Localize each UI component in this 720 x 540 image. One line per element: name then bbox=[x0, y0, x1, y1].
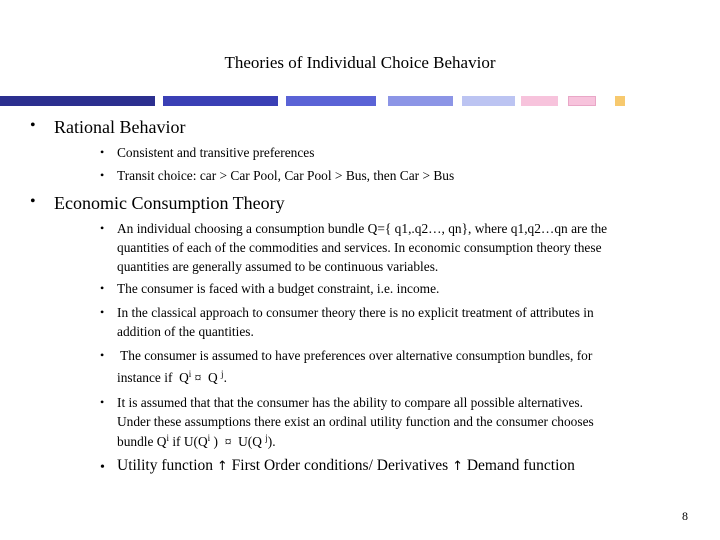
up-arrow-icon: ↑ bbox=[452, 459, 463, 474]
bundle-post: ). bbox=[267, 434, 276, 449]
sub-bullet: • bbox=[100, 281, 105, 295]
sub-bullet: • bbox=[100, 348, 105, 362]
section-bullet: • bbox=[30, 117, 36, 134]
sub-item-text: quantities are generally assumed to be continuous variables. bbox=[117, 259, 439, 274]
sub-bullet: • bbox=[100, 168, 105, 182]
pref-sup-i: i bbox=[188, 369, 192, 379]
sub-item-text: quantities of each of the commodities and services. In economic consumption theory these bbox=[117, 240, 602, 255]
sub-bullet: • bbox=[100, 305, 105, 319]
deco-bar-7 bbox=[568, 96, 596, 106]
sub-item-text: The consumer is assumed to have preferences over alternative consumption bundles, for bbox=[117, 348, 593, 363]
slide-title: Theories of Individual Choice Behavior bbox=[224, 53, 496, 72]
section-bullet: • bbox=[30, 193, 36, 210]
bundle-sup-i2: i bbox=[207, 433, 211, 443]
preference-line bbox=[117, 368, 227, 387]
sub-bullet: • bbox=[100, 145, 105, 159]
pref-post: . bbox=[223, 370, 227, 385]
section-heading-economic: Economic Consumption Theory bbox=[54, 193, 285, 213]
sub-item-text: Transit choice: car > Car Pool, Car Pool > Bus, then Car > Bus bbox=[117, 168, 455, 183]
deco-bar-5 bbox=[462, 96, 515, 106]
sub-bullet: • bbox=[100, 460, 105, 475]
up-arrow-icon: ↑ bbox=[216, 459, 228, 474]
deco-bar-8 bbox=[615, 96, 625, 106]
bundle-mid1: if U(Q bbox=[168, 434, 208, 449]
pref-sup-j: j bbox=[221, 369, 224, 379]
bundle-pre: bundle Q bbox=[117, 434, 167, 449]
sub-bullet: • bbox=[100, 221, 105, 235]
sub-bullet: • bbox=[100, 395, 105, 409]
sub-item-text: It is assumed that that the consumer has the ability to compare all possible alternatives. bbox=[117, 395, 583, 410]
bundle-mid2: ) ¤ U(Q bbox=[210, 434, 266, 449]
pref-mid: ¤ Q bbox=[191, 370, 222, 385]
sub-item-text: In the classical approach to consumer theory there is no explicit treatment of attributes in bbox=[117, 305, 594, 320]
deco-bar-3 bbox=[286, 96, 376, 106]
sub-item-text: Consistent and transitive preferences bbox=[117, 145, 315, 160]
bundle-line bbox=[117, 432, 276, 451]
pref-pre: instance if Q bbox=[117, 370, 189, 385]
section-heading-rational: Rational Behavior bbox=[54, 117, 186, 137]
utility-chain-line bbox=[117, 456, 575, 477]
deco-bar-6 bbox=[521, 96, 558, 106]
utility-text: Utility function bbox=[117, 457, 217, 474]
sub-item-text: The consumer is faced with a budget constraint, i.e. income. bbox=[117, 281, 440, 296]
bundle-sup-i: i bbox=[166, 433, 169, 443]
deco-bar-2 bbox=[163, 96, 278, 106]
demand-text: Demand function bbox=[462, 457, 575, 474]
sub-item-text: Under these assumptions there exist an ordinal utility function and the consumer chooses bbox=[117, 414, 594, 429]
sub-item-text: An individual choosing a consumption bundle Q={ q1,.q2…, qn}, where q1,q2…qn are the bbox=[117, 221, 608, 236]
sub-item-text: addition of the quantities. bbox=[117, 324, 254, 339]
bundle-sup-j: j bbox=[265, 433, 268, 443]
deco-bar-4 bbox=[388, 96, 453, 106]
deco-bar-1 bbox=[0, 96, 155, 106]
foc-text: First Order conditions/ Derivatives bbox=[227, 457, 453, 474]
page-number: 8 bbox=[682, 509, 688, 523]
